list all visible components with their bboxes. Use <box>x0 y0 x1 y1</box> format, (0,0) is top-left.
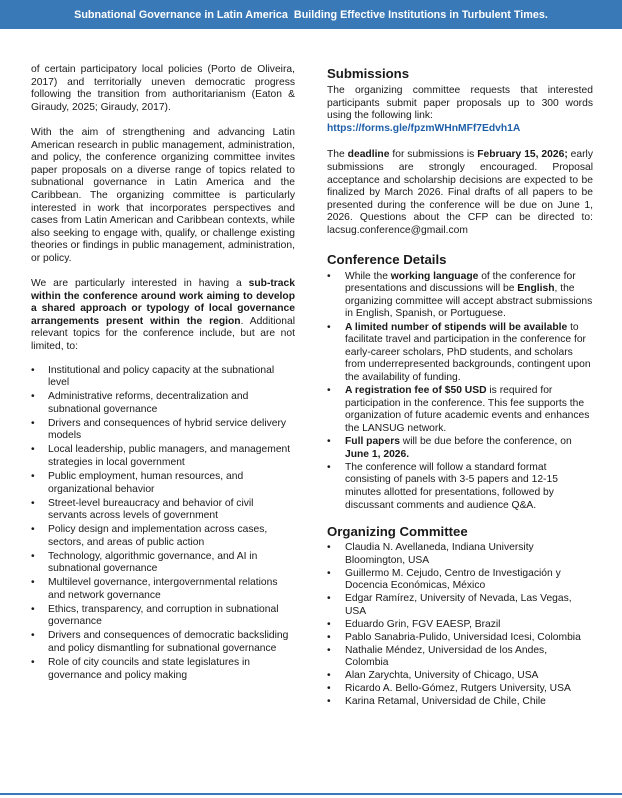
detail-language-mid: of the conference for presentations and discussions will be <box>345 270 576 295</box>
subtrack-bold: sub-track within the conference around work aiming to develop a shared approach or typology of local governance arrangements present within the region <box>31 278 295 327</box>
deadline-pre: The <box>327 149 348 161</box>
intro-paragraph: of certain participatory local policies (Porto de Oliveira, 2017) and territorially uneven democratic progress following the transition from authoritarianism (Eaton & Giraudy, 2025; Giraudy, 2017). <box>31 64 295 113</box>
detail-language-post: , the organizing committee will accept abstract submissions in English, Spanish, or Portuguese. <box>345 283 593 320</box>
topic-item: • Drivers and consequences of democratic backsliding and policy dismantling for subnational governance <box>31 630 295 655</box>
right-column <box>327 64 593 709</box>
committee-member: • Eduardo Grin, FGV EAESP, Brazil <box>327 619 593 632</box>
submission-link-line <box>327 123 593 136</box>
committee-member: • Ricardo A. Bello-Gómez, Rutgers University, USA <box>327 683 593 696</box>
subtrack-paragraph <box>31 278 295 354</box>
topic-item: • Institutional and policy capacity at the subnational level <box>31 365 295 390</box>
detail-language-bold: working language <box>390 270 479 282</box>
detail-fee-bold: A registration fee of $50 USD <box>345 385 487 397</box>
topic-item: • Drivers and consequences of hybrid service delivery models <box>31 418 295 443</box>
detail-stipends-bold: A limited number of stipends will be available <box>345 321 568 333</box>
committee-member: • Karina Retamal, Universidad de Chile, Chile <box>327 696 593 709</box>
topic-item: • Local leadership, public managers, and management strategies in local government <box>31 444 295 469</box>
conference-details-heading: Conference Details <box>327 251 447 267</box>
committee-list <box>327 542 593 709</box>
deadline-mid: for submissions is <box>389 149 478 161</box>
topic-item: • Administrative reforms, decentralization and subnational governance <box>31 391 295 416</box>
subtrack-pre: We are particularly interested in having a <box>31 278 249 290</box>
committee-member: • Pablo Sanabria-Pulido, Universidad Icesi, Colombia <box>327 632 593 645</box>
detail-language-pre: While the <box>345 270 391 282</box>
topic-item: • Street-level bureaucracy and behavior of civil servants across levels of government <box>31 498 295 523</box>
detail-item-stipends <box>327 322 593 385</box>
deadline-post: early submissions are strongly encouraged. Proposal acceptance and scholarship decisions are expected to be finalized by March 2026. Final drafts of all papers to be presented during the conference will be due on June 1, 2026. Questions about the CFP can be directed to: lacsug.conference@gmail.com <box>327 149 593 236</box>
detail-item-format: • The conference will follow a standard format consisting of panels with 3-5 papers and 12-15 minutes allotted for presentations, followed by discussant comments and audience Q&A. <box>327 462 593 512</box>
topic-item: • Technology, algorithmic governance, and AI in subnational governance <box>31 551 295 576</box>
header-banner <box>0 0 622 29</box>
detail-item-language <box>327 271 593 321</box>
left-column <box>31 64 295 684</box>
submission-link[interactable]: https://forms.gle/fpzmWHnMFf7Edvh1A <box>327 122 521 134</box>
detail-papers-date: June 1, 2026. <box>345 448 410 460</box>
detail-fee-post: is required for participation in the conference. This fee supports the organization of future academic events and enhances the LANSUG network. <box>345 385 590 434</box>
deadline-date: February 15, 2026; <box>477 149 568 161</box>
deadline-paragraph <box>327 149 593 237</box>
topic-item: • Role of city councils and state legislatures in governance and policy making <box>31 657 295 682</box>
detail-item-papers <box>327 436 593 461</box>
committee-heading: Organizing Committee <box>327 524 468 540</box>
aim-paragraph: With the aim of strengthening and advancing Latin American research in public management, administration, and policy, the conference organizing committee invites paper proposals on a diverse range of topics related to subnational governance in Latin America and the Caribbean. The organizing committee is particularly interested in work that incorporates perspectives and cases from Latin American and Caribbean contexts, while also seeking to engage with, qualify, or challenge existing theories or findings in public management, administration, or policy. <box>31 126 295 264</box>
detail-papers-mid: will be due before the conference, on <box>399 436 572 448</box>
detail-papers-bold: Full papers <box>345 436 400 448</box>
committee-member: • Nathalie Méndez, Universidad de los Andes, Colombia <box>327 645 593 670</box>
detail-language-english: English <box>517 283 555 295</box>
bottom-rule <box>0 793 622 795</box>
deadline-label: deadline <box>347 149 390 161</box>
committee-member: • Edgar Ramírez, University of Nevada, Las Vegas, USA <box>327 593 593 618</box>
submissions-intro: The organizing committee requests that interested participants submit paper proposals up to 300 words using the following link: <box>327 85 593 122</box>
banner-title: Subnational Governance in Latin America Building Effective Institutions in Turbulent Times. <box>74 8 548 21</box>
committee-member: • Claudia N. Avellaneda, Indiana University Bloomington, USA <box>327 542 593 567</box>
committee-member: • Alan Zarychta, University of Chicago, USA <box>327 670 593 683</box>
topic-item: • Public employment, human resources, and organizational behavior <box>31 471 295 496</box>
committee-member: • Guillermo M. Cejudo, Centro de Investigación y Docencia Económicas, México <box>327 568 593 593</box>
topic-item: • Policy design and implementation across cases, sectors, and areas of public action <box>31 524 295 549</box>
topics-list <box>31 365 295 683</box>
conference-details-list <box>327 271 593 513</box>
submissions-heading: Submissions <box>327 66 410 81</box>
detail-stipends-post: to facilitate travel and participation in the conference for early-career scholars, PhD students, and scholars from underrepresented backgrounds, contingent upon the availability of funding. <box>345 321 591 383</box>
subtrack-post: . Additional relevant topics for the conference include, but are not limited, to: <box>31 315 296 353</box>
topic-item: • Multilevel governance, intergovernmental relations and network governance <box>31 577 295 602</box>
detail-item-fee <box>327 385 593 435</box>
topic-item: • Ethics, transparency, and corruption in subnational governance <box>31 604 295 629</box>
